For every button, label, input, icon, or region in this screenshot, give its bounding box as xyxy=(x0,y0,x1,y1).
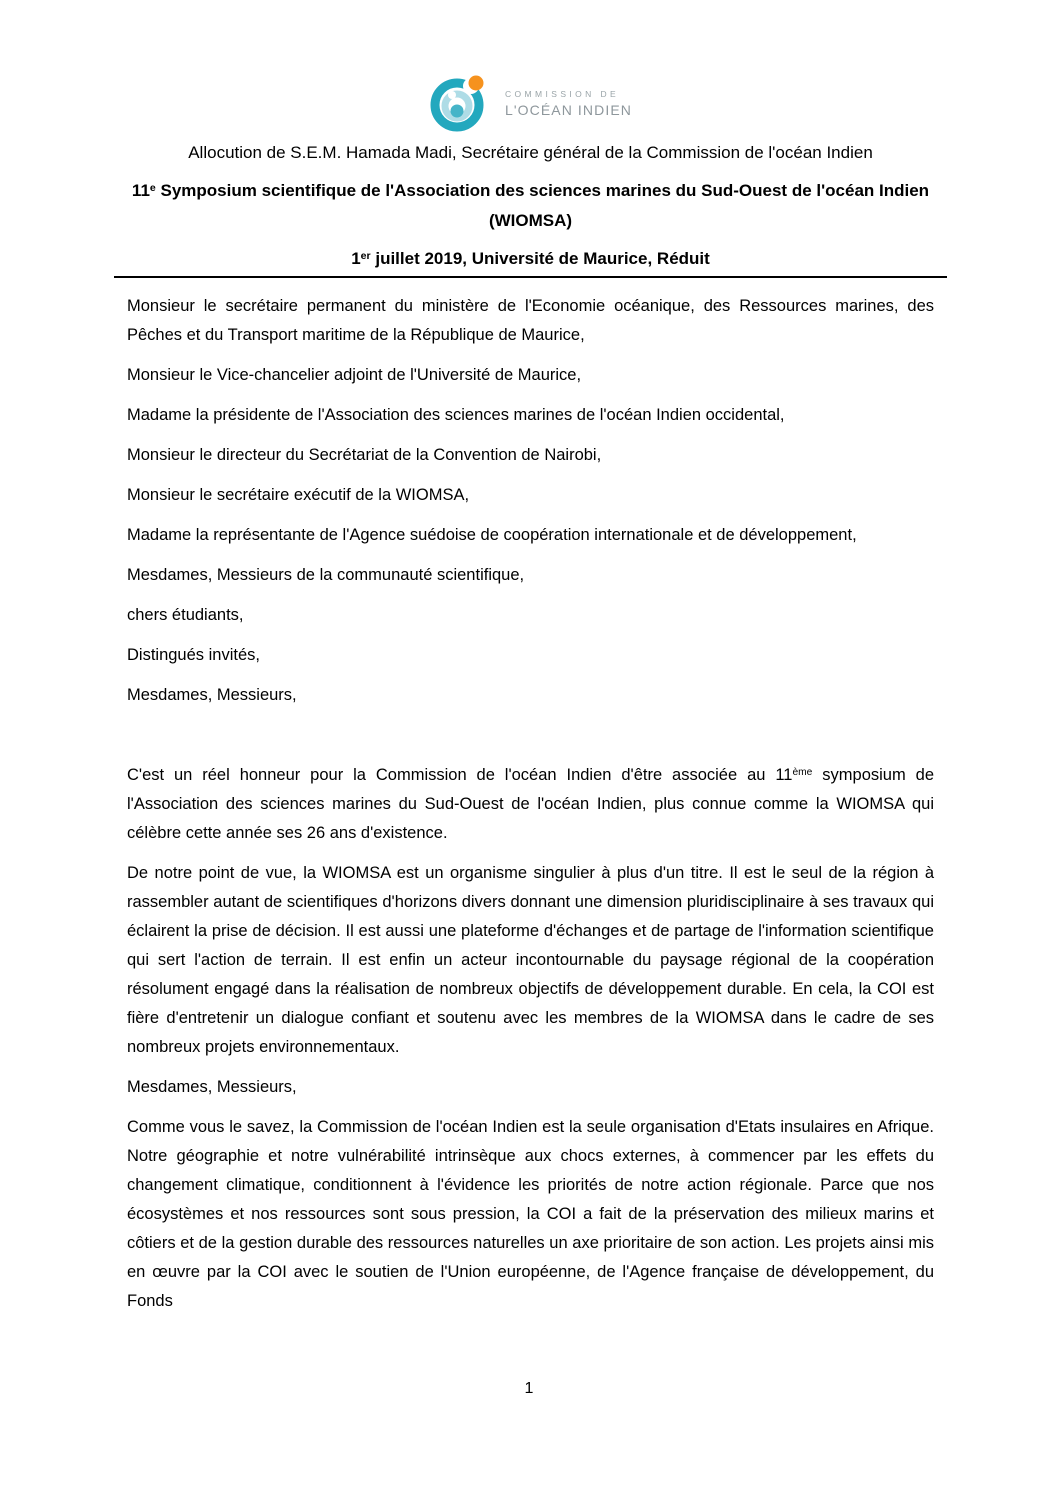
coi-logo xyxy=(127,74,934,132)
document-title: Allocution de S.E.M. Hamada Madi, Secrétaire général de la Commission de l'océan Indien xyxy=(188,143,873,162)
logo-text-line2: L'OCÉAN INDIEN xyxy=(505,101,632,118)
header-divider xyxy=(114,276,947,278)
document-dateline: 1er juillet 2019, Université de Maurice, Réduit xyxy=(351,249,710,268)
paragraph: Comme vous le savez, la Commission de l'océan Indien est la seule organisation d'Etats insulaires en Afrique. Notre géographie et notre vulnérabilité intrinsèque aux chocs externes, à commencer par les effets du changement climatique, conditionnent à l'évidence les priorités de notre action régionale. Parce que nos écosystèmes et nos ressources sont sous pression, la COI a fait de la préservation des milieux marins et côtiers et de la gestion durable des ressources naturelles un axe prioritaire de son action. Les projets ainsi mis en œuvre par la COI avec le soutien de l'Union européenne, de l'Agence française de développement, du Fonds xyxy=(127,1118,934,1310)
logo-text-line1: COMMISSION DE xyxy=(505,88,620,99)
coi-logo-icon xyxy=(429,74,492,132)
paragraph: Madame la présidente de l'Association des sciences marines de l'océan Indien occidental, xyxy=(127,406,785,424)
paragraph: De notre point de vue, la WIOMSA est un organisme singulier à plus d'un titre. Il est le seul de la région à rassembler autant de scientifiques d'horizons divers donnant une dimension pluridisciplinaire à ses travaux qui éclairent la prise de décision. Il est aussi une plateforme d'échanges et de partage de l'information scientifique qui sert l'action de terrain. Il est enfin un acteur incontournable du paysage régional de la coopération résolument engagé dans la réalisation de nombreux objectifs de développement durable. En cela, la COI est fière d'entretenir un dialogue confiant et soutenu avec les membres de la WIOMSA dans le cadre de ses nombreux projets environnementaux. xyxy=(127,864,934,1056)
paragraph: chers étudiants, xyxy=(127,606,244,624)
paragraph: Mesdames, Messieurs de la communauté scientifique, xyxy=(127,566,525,584)
paragraph: Monsieur le Vice-chancelier adjoint de l'Université de Maurice, xyxy=(127,366,582,384)
paragraph: Mesdames, Messieurs, xyxy=(127,1078,297,1096)
blank-line xyxy=(127,721,934,750)
paragraph: Mesdames, Messieurs, xyxy=(127,686,297,704)
paragraph: Monsieur le directeur du Secrétariat de la Convention de Nairobi, xyxy=(127,446,602,464)
paragraph: Madame la représentante de l'Agence suédoise de coopération internationale et de développement, xyxy=(127,526,857,544)
document-subtitle xyxy=(127,176,934,236)
paragraph: C'est un réel honneur pour la Commission de l'océan Indien d'être associée au 11ème symposium de l'Association des sciences marines du Sud-Ouest de l'océan Indien, plus connue comme la WIOMSA qui célèbre cette année ses 26 ans d'existence. xyxy=(127,766,934,842)
coi-logo-wordmark xyxy=(505,89,632,118)
paragraph: Monsieur le secrétaire exécutif de la WIOMSA, xyxy=(127,486,470,504)
page-number: 1 xyxy=(524,1380,534,1397)
paragraph: Monsieur le secrétaire permanent du ministère de l'Economie océanique, des Ressources marines, des Pêches et du Transport maritime de la République de Maurice, xyxy=(127,297,934,344)
document-body xyxy=(127,292,934,1316)
paragraph: Distingués invités, xyxy=(127,646,260,664)
subtitle-line2: (WIOMSA) xyxy=(488,211,573,230)
subtitle-line1: 11e Symposium scientifique de l'Association des sciences marines du Sud-Ouest de l'océan Indien xyxy=(131,181,930,200)
